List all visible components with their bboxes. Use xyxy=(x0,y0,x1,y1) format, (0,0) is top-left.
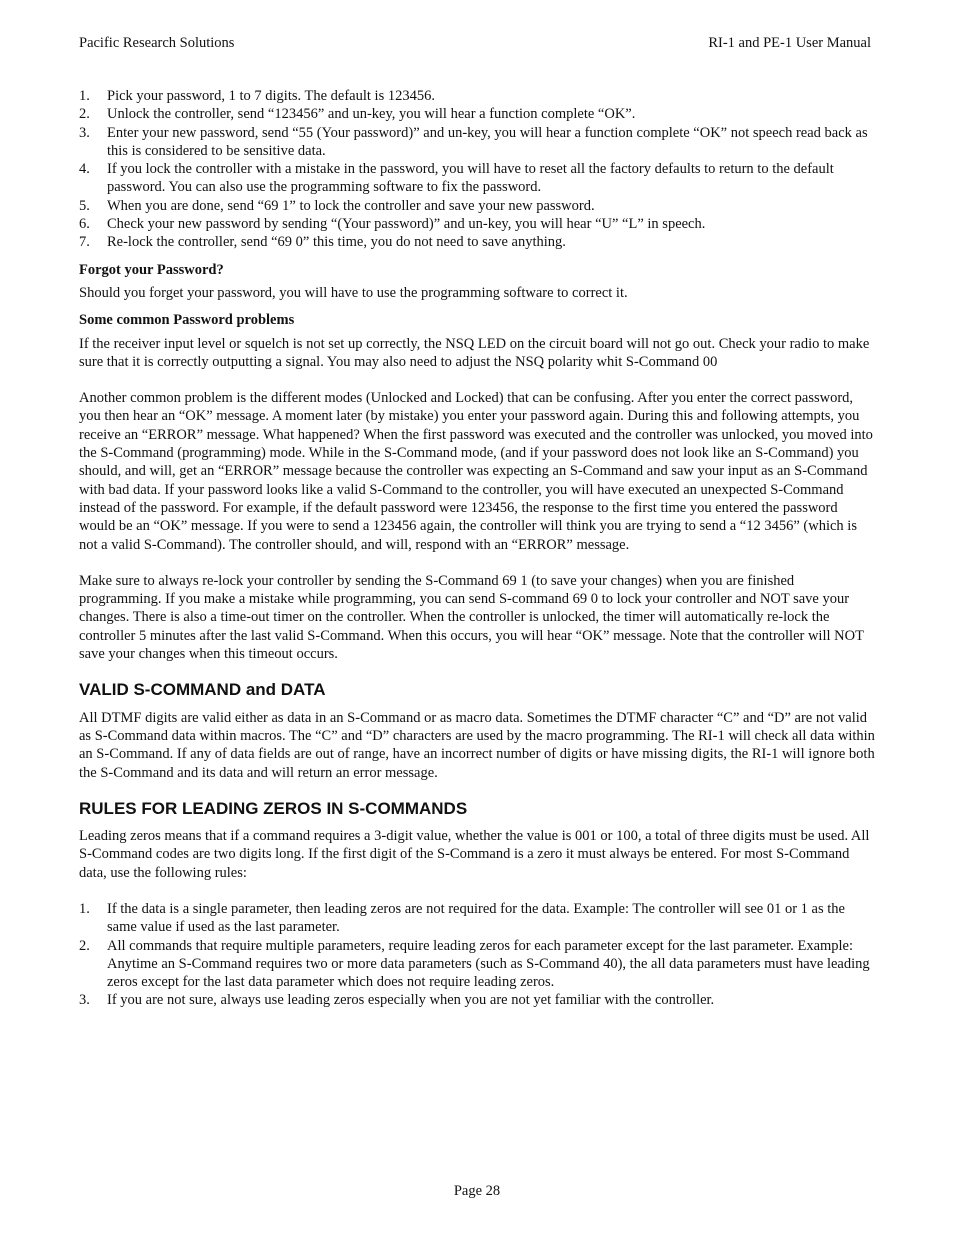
leading-zeros-heading: RULES FOR LEADING ZEROS IN S-COMMANDS xyxy=(79,798,468,818)
leading-zeros-rules-list xyxy=(79,900,876,1010)
page-number: Page 28 xyxy=(453,1183,501,1199)
list-item: 2. Unlock the controller, send “123456” and un-key, you will hear a function complete “OK”. xyxy=(79,106,636,123)
leading-zeros-intro: Leading zeros means that if a command requires a 3-digit value, whether the value is 001 or 100, a total of three digits must be used. All S-Command codes are two digits long. If the first digit of the S-Command is a zero it must always be entered. For most S-Command data, use the following rules: xyxy=(79,828,870,881)
header-manual-title: RI-1 and PE-1 User Manual xyxy=(708,35,871,51)
valid-s-command-heading: VALID S-COMMAND and DATA xyxy=(79,680,326,700)
valid-s-command-text: All DTMF digits are valid either as data in an S-Command or as macro data. Sometimes the DTMF character “C” and “D” are not valid as S-Command data within macros. The “C” and “D” characters are used by the macro programming. The RI-1 will check all data within an S-Command. If any of data fields are out of range, have an incorrect number of digits or have missing digits, the RI-1 will ignore both the S-Command and its data and will return an error message. xyxy=(79,709,875,781)
list-item: 6. Check your new password by sending “(Your password)” and un-key, you will hear “U” “L” in speech. xyxy=(79,216,706,233)
password-problems-paragraph-3: Make sure to always re-lock your controller by sending the S-Command 69 1 (to save your changes) when you are finished programming. If you make a mistake while programming, you can send S-command 69 0 to lock your controller and NOT save your changes. There is also a time-out timer on the controller. When the controller is unlocked, the timer will automatically re-lock the controller 5 minutes after the last valid S-Command. When this occurs, you will hear “OK” message. Note that the controller will NOT save your changes when this timeout occurs. xyxy=(79,572,864,663)
password-problems-heading: Some common Password problems xyxy=(79,312,295,329)
forgot-password-heading: Forgot your Password? xyxy=(79,261,224,278)
password-problems-paragraph-1: If the receiver input level or squelch is not set up correctly, the NSQ LED on the circuit board will not go out. Check your radio to make sure that it is correctly outputting a signal. You may also need to adjust the NSQ polarity whit S-Command 00 xyxy=(79,335,870,370)
list-item: 5. When you are done, send “69 1” to lock the controller and save your new password. xyxy=(79,197,595,214)
list-item: 1. Pick your password, 1 to 7 digits. The default is 123456. xyxy=(79,88,435,104)
list-item: 3. If you are not sure, always use leading zeros especially when you are not yet familiar with the controller. xyxy=(79,992,715,1009)
list-item: 1. If the data is a single parameter, then leading zeros are not required for the data. Example: The controller will see 01 or 1 as the same value if used as the last parameter. xyxy=(79,900,845,936)
list-item: 7. Re-lock the controller, send “69 0” this time, you do not need to save anything. xyxy=(79,234,566,251)
password-steps-list xyxy=(79,87,876,252)
password-problems-paragraph-2: Another common problem is the different modes (Unlocked and Locked) that can be confusing. After you enter the correct password, you then hear an “OK” message. A moment later (by mistake) you enter your password again. During this and following attempts, you receive an “ERROR” message. What happened? When the first password was executed and the controller was unlocked, you moved into the S-Command (programming) mode. While in the S-Command mode, (and if your password does not look like an S-Command) you should, and will, get an “ERROR” message because the controller was expecting an S-Command and saw your input as an S-Command with bad data. If your password looks like a valid S-Command to the controller, you will have executed an unexpected S-Command instead of the password. For example, if the default password were 123456, the response to the first time you entered the password would be an “OK” message. If you were to send a 123456 again, the controller will think you are trying to send a “12 3456” (which is not a valid S-Command). The controller should, and will, respond with an “ERROR” message. xyxy=(79,390,873,553)
list-item: 3. Enter your new password, send “55 (Your password)” and un-key, you will hear a function complete “OK” not speech read back as this is considered to be sensitive data. xyxy=(79,124,868,159)
document-body xyxy=(79,87,876,1010)
forgot-password-text: Should you forget your password, you will have to use the programming software to correct it. xyxy=(79,284,628,301)
header-company: Pacific Research Solutions xyxy=(79,35,235,51)
list-item: 2. All commands that require multiple parameters, require leading zeros for each parameter except for the last parameter. Example: Anytime an S-Command requires two or more data parameters (such as S-Command 40), the all data parameters must have leading zeros except for the last data parameter which does not require leading zeros. xyxy=(79,937,870,991)
list-item: 4. If you lock the controller with a mistake in the password, you will have to reset all the factory defaults to return to the default password. You can also use the programming software to fix the password. xyxy=(79,161,834,196)
